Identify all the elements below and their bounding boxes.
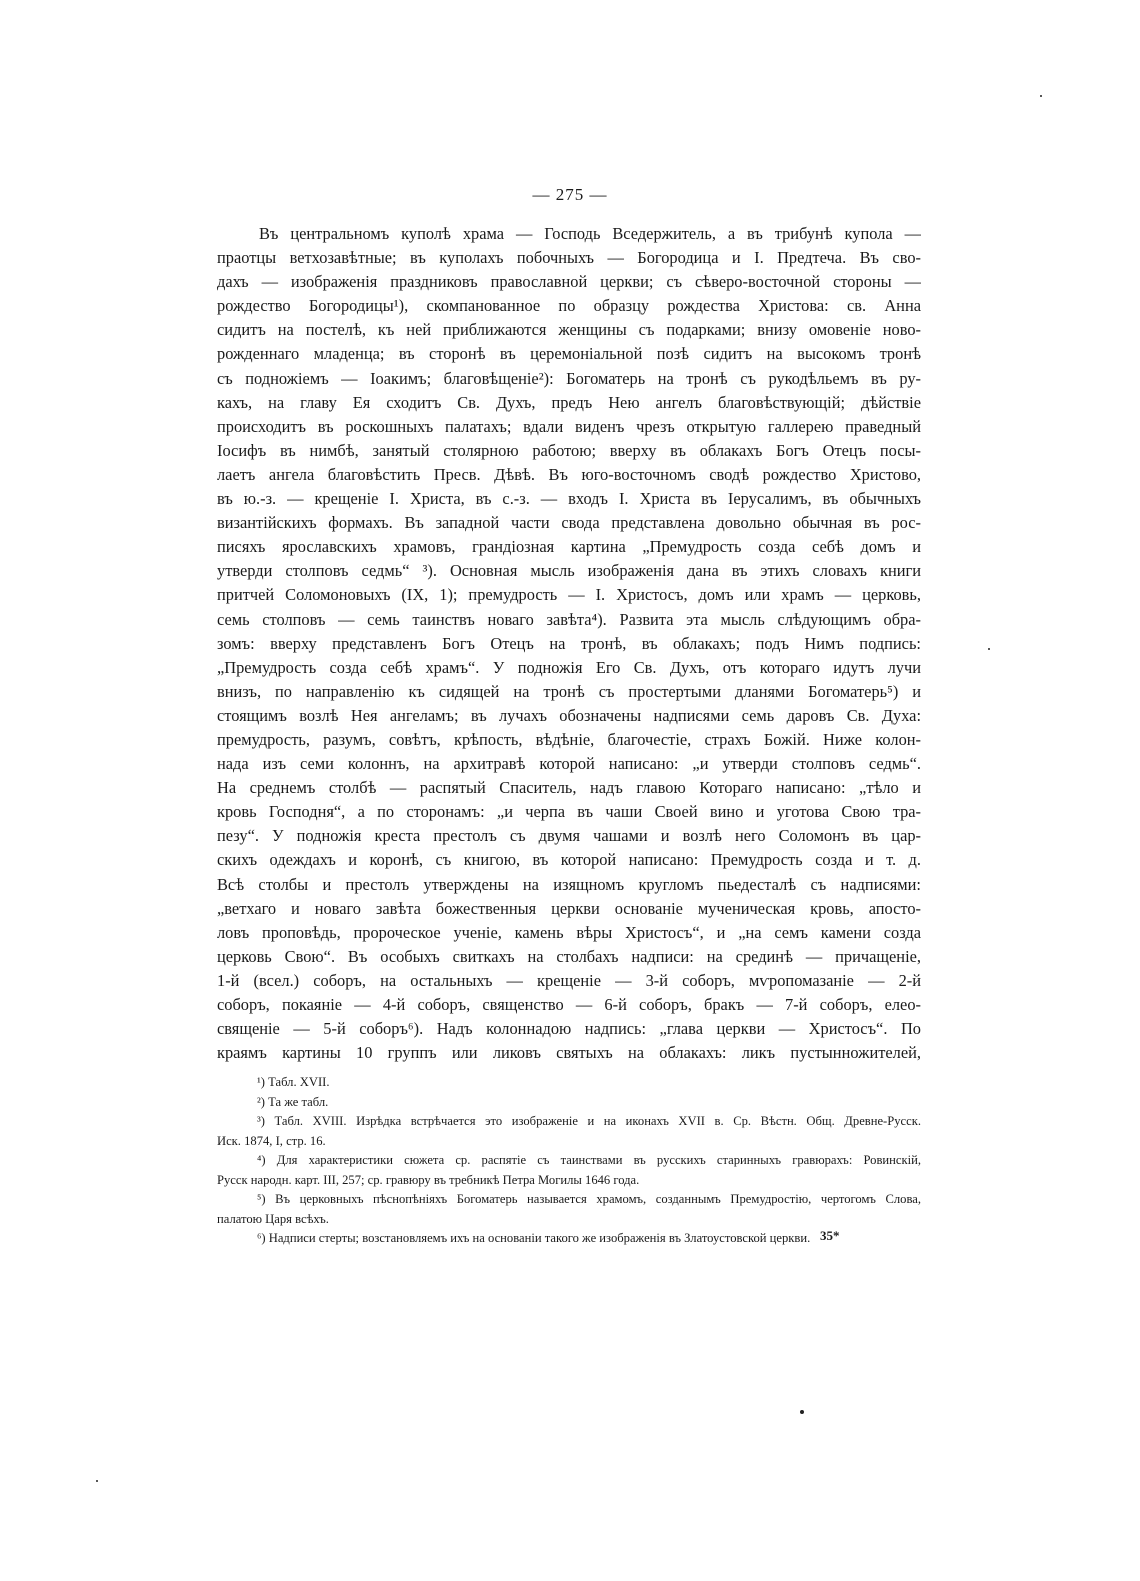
scan-speck [800, 1410, 804, 1414]
body-line: праотцы ветхозавѣтные; въ куполахъ побочныхъ — Богородица и I. Предтеча. Въ сво- [217, 248, 921, 268]
body-line: пезу“. У подножія креста престолъ съ двумя чашами и возлѣ него Соломонъ въ цар- [217, 826, 921, 846]
body-line: священіе — 5-й соборъ⁶). Надъ колоннадою надпись: „глава церкви — Христосъ“. По [217, 1019, 921, 1039]
body-line: „ветхаго и новаго завѣта божественныя церкви основаніе мученическая кровь, апосто- [217, 898, 921, 918]
footnote-continuation: Русск народн. карт. III, 257; ср. гравюру въ требникѣ Петра Могилы 1646 года. [217, 1172, 640, 1187]
footnote: ³) Табл. XVIII. Изрѣдка встрѣчается это изображеніе и на иконахъ XVII в. Ср. Вѣстн. Общ. Древне-Русск. [257, 1114, 921, 1128]
footnotes [217, 1073, 921, 1249]
body-line: стоящимъ возлѣ Нея ангеламъ; въ лучахъ обозначены надписями семь даровъ Св. Духа: [217, 705, 921, 725]
body-line: семь столповъ — семь таинствъ новаго завѣта⁴). Развита эта мысль слѣдующимъ обра- [217, 609, 921, 629]
footnote-continuation: палатою Царя всѣхъ. [217, 1211, 329, 1226]
body-line: утверди столповъ седмь“ ³). Основная мысль изображенія дана въ этихъ словахъ книги [217, 561, 921, 581]
body-line: рожденнаго младенца; въ сторонѣ въ церемоніальной позѣ сидитъ на высокомъ тронѣ [217, 344, 921, 364]
body-line: церковь Свою“. Въ особыхъ свиткахъ на столбахъ надписи: на срединѣ — причащеніе, [217, 946, 921, 966]
body-line: сидитъ на постелѣ, къ ней приближаются женщины съ подарками; внизу омовеніе ново- [217, 320, 921, 340]
body-line: соборъ, покаяніе — 4-й соборъ, священство — 6-й соборъ, бракъ — 7-й соборъ, елео- [217, 995, 921, 1014]
footnote: ⁴) Для характеристики сюжета ср. распятіе съ таинствами въ русскихъ старинныхъ гравюрахъ: Ровинскій, [257, 1153, 921, 1167]
body-line: съ подножіемъ — Іоакимъ; благовѣщеніе²): Богоматерь на тронѣ съ рукодѣльемъ въ ру- [217, 368, 921, 388]
body-line: скихъ одеждахъ и коронѣ, съ книгою, въ которой написано: Премудрость созда и т. д. [217, 850, 921, 870]
body-line: 1-й (всел.) соборъ, на остальныхъ — крещеніе — 3-й соборъ, мѵропомазаніе — 2-й [217, 970, 921, 990]
body-line: На среднемъ столбѣ — распятый Спаситель, надъ главою Котораго написано: „тѣло и [217, 778, 921, 798]
body-line: рождество Богородицы¹), скомпанованное по образцу рождества Христова: св. Анна [217, 296, 921, 316]
signature-mark: 35* [820, 1228, 840, 1243]
body-line: дахъ — изображенія праздниковъ православной церкви; съ сѣверо-восточной стороны — [217, 272, 921, 292]
body-line: писяхъ ярославскихъ храмовъ, грандіозная картина „Премудрость созда себѣ домъ и [217, 537, 921, 557]
body-line: происходитъ въ роскошныхъ палатахъ; вдали виденъ чрезъ открытую галлерею праведный [217, 416, 921, 436]
body-line: Іосифъ въ нимбѣ, занятый столярною работою; вверху въ облакахъ Богъ Отецъ посы- [217, 440, 921, 460]
footnote: ²) Та же табл. [257, 1094, 329, 1109]
body-line: нада изъ семи колоннъ, на архитравѣ которой написано: „и утверди столповъ седмь“. [217, 754, 921, 774]
scan-speck [988, 648, 990, 650]
body-line: византійскихъ формахъ. Въ западной части свода представлена довольно обычная въ рос- [217, 513, 921, 533]
body-text [217, 222, 921, 1065]
body-line: лаетъ ангела благовѣстить Пресв. Дѣвѣ. Въ юго-восточномъ сводѣ рождество Христово, [217, 464, 921, 484]
body-line: Всѣ столбы и престолъ утверждены на изящномъ кругломъ пьедесталѣ съ надписями: [217, 874, 921, 894]
scan-speck [96, 1480, 98, 1482]
footnote-continuation: Иск. 1874, I, стр. 16. [217, 1133, 326, 1148]
scan-speck [1040, 95, 1042, 97]
body-line: Въ центральномъ куполѣ храма — Господь Вседержитель, а въ трибунѣ купола — [259, 224, 921, 243]
footnote: ¹) Табл. XVII. [257, 1075, 330, 1089]
body-line: зомъ: вверху представленъ Богъ Отецъ на тронѣ, въ облакахъ; подъ Нимъ подпись: [217, 633, 921, 653]
body-line: „Премудрость созда себѣ храмъ“. У подножія Его Св. Духъ, отъ котораго идутъ лучи [217, 657, 921, 677]
footnote: ⁶) Надписи стерты; возстановляемъ ихъ на основаніи такого же изображенія въ Златоустовской церкви. [257, 1231, 811, 1245]
body-line: кахъ, на главу Ея сходитъ Св. Духъ, предъ Нею ангелъ благовѣствующій; дѣйствіе [217, 392, 921, 412]
body-line: краямъ картины 10 группъ или ликовъ святыхъ на облакахъ: ликъ пустынножителей, [217, 1043, 921, 1063]
footnote: ⁵) Въ церковныхъ пѣснопѣніяхъ Богоматерь называется храмомъ, созданнымъ Премудростію, чертогомъ Слова, [257, 1192, 921, 1206]
body-line: премудрость, разумъ, совѣтъ, крѣпость, вѣдѣніе, благочестіе, страхъ Божій. Ниже колон- [217, 729, 921, 749]
body-line: ловъ проповѣдь, пророческое ученіе, камень вѣры Христосъ“, и „на семъ камени созда [217, 922, 921, 942]
body-line: въ ю.-з. — крещеніе I. Христа, въ с.-з. — входъ I. Христа въ Іерусалимъ, въ обычныхъ [217, 489, 921, 509]
body-line: кровь Господня“, а по сторонамъ: „и черпа въ чаши Своей вино и уготова Свою тра- [217, 802, 921, 822]
body-line: притчей Соломоновыхъ (IX, 1); премудрость — I. Христосъ, домъ или храмъ — церковь, [217, 585, 921, 605]
page-number: — 275 — [532, 185, 608, 204]
body-line: внизъ, по направленію къ сидящей на тронѣ съ простертыми дланями Богоматерь⁵) и [217, 681, 921, 701]
